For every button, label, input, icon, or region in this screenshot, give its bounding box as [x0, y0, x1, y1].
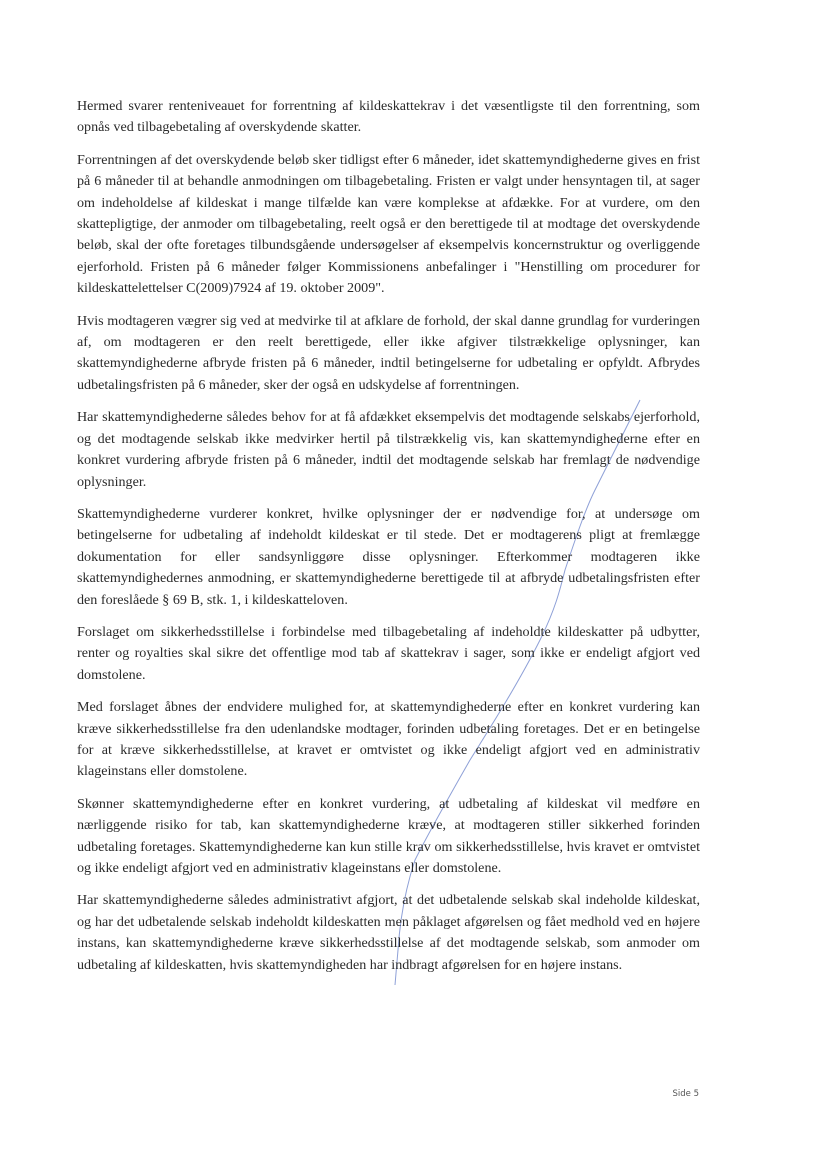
paragraph-1: Hermed svarer renteniveauet for forrentning af kildeskattekrav i det væsentligste til den forrentning, som opnås ved tilbagebetaling af overskydende skatter. — [77, 98, 700, 136]
paragraph-6: Forslaget om sikkerhedsstillelse i forbindelse med tilbagebetaling af indeholdte kildeskatter på udbytter, renter og royalties skal sikre det offentlige mod tab af skattekrav i sager, som ikke er endeligt afgjort ved domstolene. — [77, 623, 700, 683]
paragraph-2: Forrentningen af det overskydende beløb sker tidligst efter 6 måneder, idet skattemyndighederne gives en frist på 6 måneder til at behandle anmodningen om tilbagebetaling. Fristen er valgt under hensyntagen til, at sager om indeholdelse af kildeskat i mange tilfælde kan være komplekse at afdække. For at vurdere, om den skattepligtige, der anmoder om tilbagebetaling, reelt også er den berettigede til at modtage det overskydende beløb, skal der ofte foretages tilbundsgående undersøgelser af eksempelvis koncernstruktur og overliggende ejerforhold. Fristen på 6 måneder følger Kommissionens anbefalinger i "Henstilling om procedurer for kildeskattelettelser C(2009)7924 af 19. oktober 2009". — [77, 151, 700, 297]
paragraph-8: Skønner skattemyndighederne efter en konkret vurdering, at udbetaling af kildeskat vil medføre en nærliggende risiko for tab, kan skattemyndighederne kræve, at modtageren stiller sikkerhed forinden udbetaling foretages. Skattemyndighederne kan kun stille krav om sikkerhedsstillelse, hvis kravet er omtvistet og ikke endeligt afgjort ved en administrativ klageinstans eller domstolene. — [77, 795, 700, 876]
page-number: Side 5 — [672, 1089, 699, 1099]
body-text — [77, 96, 700, 987]
paragraph-7: Med forslaget åbnes der endvidere mulighed for, at skattemyndighederne efter en konkret vurdering kan kræve sikkerhedsstillelse fra den udenlandske modtager, forinden udbetaling foretages. Det er en betingelse for at kræve sikkerhedsstillelse, at kravet er omtvistet og ikke endeligt afgjort ved en administrativ klageinstans eller domstolene. — [77, 699, 700, 780]
paragraph-4: Har skattemyndighederne således behov for at få afdækket eksempelvis det modtagende selskabs ejerforhold, og det modtagende selskab ikke medvirker hertil på tilstrækkelig vis, kan skattemyndighederne efter en konkret vurdering afbryde fristen på 6 måneder, indtil det modtagende selskab har fremlagt de nødvendige oplysninger. — [77, 409, 700, 490]
paragraph-5: Skattemyndighederne vurderer konkret, hvilke oplysninger der er nødvendige for, at undersøge om betingelserne for udbetaling af indeholdt kildeskat er til stede. Det er modtagerens pligt at fremlægge dokumentation for eller sandsynliggøre disse oplysninger. Efterkommer modtageren ikke skattemyndighedernes anmodning, er skattemyndighederne berettigede til at afbryde udbetalingsfristen efter den foreslåede § 69 B, stk. 1, i kildeskatteloven. — [77, 505, 700, 608]
paragraph-9: Har skattemyndighederne således administrativt afgjort, at det udbetalende selskab skal indeholde kildeskat, og har det udbetalende selskab indeholdt kildeskatten men påklaget afgørelsen og fået medhold ved en højere instans, kan skattemyndighederne kræve sikkerhedsstillelse af det modtagende selskab, som anmoder om udbetaling af kildeskatten, hvis skattemyndigheden har indbragt afgørelsen for en højere instans. — [77, 892, 700, 973]
paragraph-3: Hvis modtageren vægrer sig ved at medvirke til at afklare de forhold, der skal danne grundlag for vurderingen af, om modtageren er den reelt berettigede, eller ikke afgiver tilstrækkelige oplysninger, kan skattemyndighederne afbryde fristen på 6 måneder, indtil betingelserne for udbetaling er opfyldt. Afbrydes udbetalingsfristen på 6 måneder, sker der også en udskydelse af forrentningen. — [77, 312, 700, 393]
